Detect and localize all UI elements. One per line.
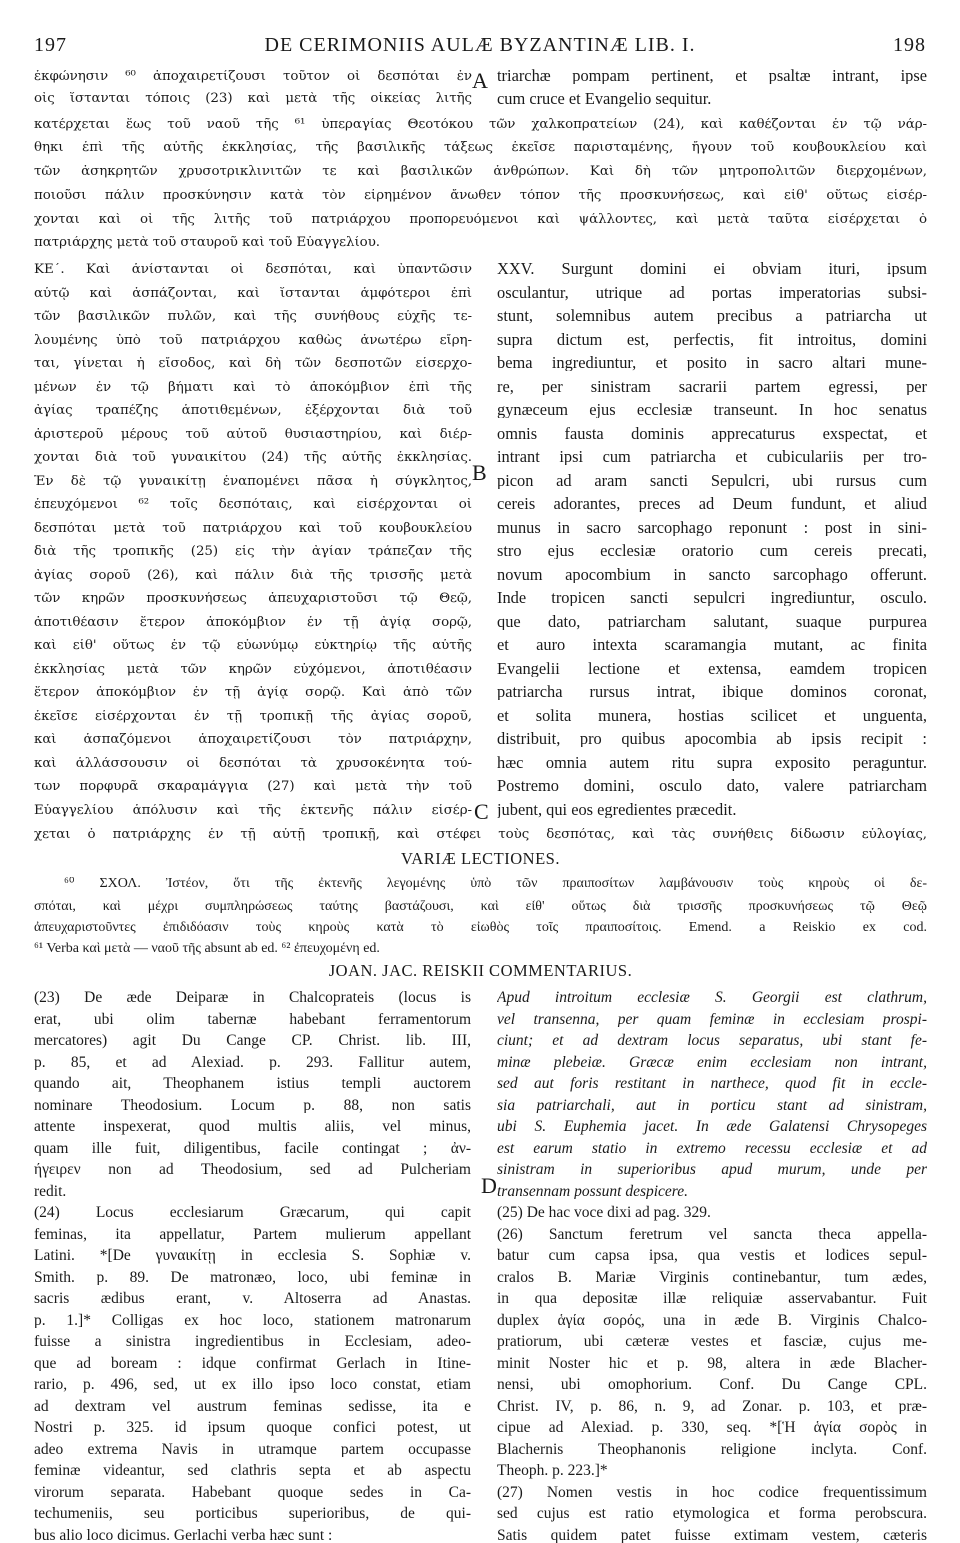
greek-column-line: χονται διὰ τοῦ γυναικίτου (24) τῆς αὐτῆς ἐκκλησίας. xyxy=(34,451,472,464)
latin-column-line: supra dictum est, perfectis, fit introitus, domini xyxy=(497,332,927,348)
commentary-right-line: minit Noster hic et p. 98, altera in æde Blacher- xyxy=(497,1356,927,1372)
greek-column-line: ἕτερον ἀποκόμβιον ἐν τῇ ἁγίᾳ σορῷ. Καὶ ἀπὸ τῶν xyxy=(34,686,472,699)
commentary-heading: JOAN. JAC. REISKII COMMENTARIUS. xyxy=(34,963,927,980)
greek-column-line: μένων ἐν τῷ βήματι καὶ τὸ ἀποκόμβιον ἐπὶ τῆς xyxy=(34,381,472,394)
commentary-right-line: batur cum capsa ipsa, qua vestis et lodices sepul- xyxy=(497,1248,927,1264)
commentary-left-line: ήγειρεν non ad Theodosium, sed ad Pulcheriam xyxy=(34,1162,471,1178)
commentary-right-line: nensi, ubi omophorium. Conf. Du Cange CPL. xyxy=(497,1377,927,1393)
commentary-right-line: cipue ad Alexiad. p. 330, seq. *[Ἡ ἁγία σορὸς in xyxy=(497,1420,927,1436)
greek-column-line: ἁγίας τραπέζης ἀποτιθεμένων, ἐξέρχονται διὰ τοῦ xyxy=(34,404,472,417)
latin-column-line: patriarcha rursus intrat, ibique dominos coronat, xyxy=(497,684,927,700)
commentary-left-line: redit. xyxy=(34,1184,471,1200)
latin-line: triarchæ pompam pertinent, et psaltæ intrant, ipse xyxy=(497,68,927,84)
commentary-left-line: p. 85, et ad Alexiad. p. 293. Fallitur autem, xyxy=(34,1055,471,1071)
commentary-right-line: sed cujus est ratio etymologica et forma perobscura. xyxy=(497,1506,927,1522)
commentary-left-line: Latini. *[De γυναικίτῃ in ecclesia S. Sophiæ v. xyxy=(34,1248,471,1264)
variae-lectiones-heading: VARIÆ LECTIONES. xyxy=(34,851,927,868)
latin-column-line: gynæceum ejus ecclesiæ transeunt. In hoc senatus xyxy=(497,402,927,418)
latin-column-line: jubent, qui eos egredientes præcedit. xyxy=(497,802,927,818)
commentary-right-line: duplex ἁγία σορός, una in æde B. Virginis Chalco- xyxy=(497,1313,927,1329)
latin-column-line: omnis fausta dominis apprecaturus exspectat, et xyxy=(497,426,927,442)
greek-column-line: τῶν κηρῶν προσκυνήσεως ἀπευχαριστοῦσι τῷ Θεῷ, xyxy=(34,592,472,605)
greek-line: τῶν ἀσηκρητῶν χρυσοτρικλινιτῶν τε καὶ βασιλικῶν ἀνθρώπων. Καὶ δὴ τῶν μητροπολιτῶν διερχομένων, xyxy=(34,165,927,178)
commentary-right-line: (26) Sanctum feretrum vel sancta theca appella- xyxy=(497,1227,927,1243)
commentary-left-line: nominare Theodosium. Locum p. 88, non satis xyxy=(34,1098,471,1114)
commentary-right-line: transennam possunt despicere. xyxy=(497,1184,927,1200)
latin-column-line: stro ejus ecclesiæ oratorio cum cereis precati, xyxy=(497,543,927,559)
latin-column-line: cereis adorantes, preces ad Deum fundunt, et aliud xyxy=(497,496,927,512)
latin-column-line: stunt, solemnibus autem precibus a patriarcha ut xyxy=(497,308,927,324)
commentary-right-line: in qua depositæ illæ reliquiæ asservabantur. Fuit xyxy=(497,1291,927,1307)
greek-column-line: αὐτῷ καὶ ἀσπάζονται, καὶ ἵστανται ἀμφότεροι ἐπὶ xyxy=(34,287,472,300)
greek-line: θηκι ἐπὶ τῆς αὐτῆς ἐκκλησίας, τῆς βασιλικῆς τάξεως ἐκεῖσε παρισταμένης, ἤγουν τοῦ κουβουκλείου καὶ xyxy=(34,141,927,154)
commentary-right-line: sed aut foris restitant in narthece, quod fit in eccle- xyxy=(497,1076,927,1092)
latin-column-line: et auro intexta scaramangia mutant, ac finita xyxy=(497,637,927,653)
latin-column-line: distribuit, pro quibus apocombia ab ipsis recipit : xyxy=(497,731,927,747)
margin-letter-d: D xyxy=(481,1175,497,1197)
commentary-left-line: attente inspexerat, quod multis aliis, vel minus, xyxy=(34,1119,471,1135)
commentary-right-line: cralos B. Mariæ Virginis continebantur, tum ædes, xyxy=(497,1270,927,1286)
commentary-right-line: Blachernis Theophanonis religione inclyta. Conf. xyxy=(497,1442,927,1458)
commentary-right-line: Christ. IV, p. 86, n. 9, ad Zonar. p. 103, et præ- xyxy=(497,1399,927,1415)
commentary-left-line: sacris ædibus erant, v. Altoserra ad Anastas. xyxy=(34,1291,471,1307)
running-title: DE CERIMONIIS AULÆ BYZANTINÆ LIB. I. xyxy=(34,34,926,57)
latin-column-line: Postremo domini, osculo dato, valere patriarcham xyxy=(497,778,927,794)
commentary-left-line: feminas, ita appellatur, Partem mulierum appellant xyxy=(34,1227,471,1243)
commentary-right-line: minæ plebeiæ. Græcæ enim ecclesiam non intrant, xyxy=(497,1055,927,1071)
commentary-right-line: pratiorum, ubi cæteræ vestes et fasciæ, cujus me- xyxy=(497,1334,927,1350)
commentary-right-line: est earum statio in extremo recessu ecclesiæ et ad xyxy=(497,1141,927,1157)
greek-column-line: Ἐν δὲ τῷ γυναικίτῃ ἐναπομένει πᾶσα ἡ σύγκλητος, xyxy=(34,475,472,488)
greek-line: πατριάρχης μετὰ τοῦ σταυροῦ καὶ τοῦ Εὐαγγελίου. xyxy=(34,236,927,249)
commentary-left-line: (24) Locus ecclesiarum Græcarum, qui capit xyxy=(34,1205,471,1221)
latin-column-line: osculantur, utrique ad portas imperatorias subsi- xyxy=(497,285,927,301)
commentary-left-line: feminæ videantur, sed clathris septa et ab aspectu xyxy=(34,1463,471,1479)
commentary-left-line: Smith. p. 89. De matronæo, loco, ubi feminæ in xyxy=(34,1270,471,1286)
greek-column-line: Εὐαγγελίου ἀπόλυσιν καὶ τῆς ἐκτενῆς πάλιν εἰσέρ- xyxy=(34,804,472,817)
commentary-right-line: (27) Nomen vestis in hoc codice frequentissimum xyxy=(497,1485,927,1501)
greek-line: ἐκφώνησιν ⁶⁰ ἀποχαιρετίζουσι τοῦτον οἱ δεσπόται ἐν xyxy=(34,70,472,83)
margin-letter-c: C xyxy=(474,801,489,823)
latin-line: cum cruce et Evangelio sequitur. xyxy=(497,91,927,107)
margin-letter-a: A xyxy=(472,70,488,92)
latin-column-line: Inde tropicen sancti sepulcri ingrediuntur, osculo. xyxy=(497,590,927,606)
greek-column-line: τῶν βασιλικῶν πυλῶν, καὶ τῆς συνήθους εὐχῆς τε- xyxy=(34,310,472,323)
greek-column-line: ἐπευχόμενοι ⁶² τοῖς δεσπόταις, καὶ εἰσέρχονται οἱ xyxy=(34,498,472,511)
commentary-right-line: Satis quidem patet fuisse extimam vestem, cæteris xyxy=(497,1528,927,1543)
greek-column-line: ἐκκλησίας μετὰ τῶν κηρῶν εὐχόμενοι, ἀποτιθέασιν xyxy=(34,663,472,676)
commentary-left-line: virorum separata. Habebant quoque sedes in Ca- xyxy=(34,1485,471,1501)
greek-column-line: λουμένης ὑπὸ τοῦ πατριάρχου καθὼς ἀνωτέρω εἴρη- xyxy=(34,334,472,347)
variant-reading-line: σπόται, καὶ μέχρι συμπληρώσεως ταύτης βαστάζουσι, καὶ εἶθ' οὕτως διὰ τρισσῆς προσκυνήσεως τῷ Θεῷ xyxy=(34,900,927,914)
commentary-left-line: p. 1.]* Colligas ex hoc loco, stationem matronarum xyxy=(34,1313,471,1329)
latin-column-line: et solita munera, hostias scilicet et unguenta, xyxy=(497,708,927,724)
variant-reading-line: ⁶⁰ ΣΧΟΛ. Ἰστέον, ὅτι τῆς ἐκτενῆς λεγομένης ὑπὸ τῶν πραιποσίτων λαμβάνουσιν τοὺς κηροὺς οἱ δε- xyxy=(64,877,927,891)
commentary-right-line: sia patriarchali, aut in porticu stant ad sinistram, xyxy=(497,1098,927,1114)
commentary-left-line: ad dextram vel austrum feminas sedisse, ita e xyxy=(34,1399,471,1415)
commentary-left-line: erat, ubi olim tabernæ habebant ferramentorum xyxy=(34,1012,471,1028)
running-header xyxy=(34,34,926,60)
commentary-left-line: que ad boream : idque confirmat Gerlach in Itine- xyxy=(34,1356,471,1372)
greek-column-line: ἀποτιθέασιν ἕτερον ἀποκόμβιον ἐν τῇ ἁγίᾳ σορῷ, xyxy=(34,616,472,629)
commentary-right-line: ciunt; et ad dextram locus separatus, ubi stant fe- xyxy=(497,1033,927,1049)
commentary-left-line: Nostri p. 325. id ipsum quoque confici potest, ut xyxy=(34,1420,471,1436)
latin-column-line: re, per sinistram sacrarii partem egressi, per xyxy=(497,379,927,395)
greek-line: οἷς ἵστανται τόποις (23) καὶ μετὰ τῆς οἰκείας λιτῆς xyxy=(34,92,472,105)
greek-line: χονται καὶ οἱ τῆς λιτῆς τοῦ πατριάρχου προπορευόμενοι καὶ ψάλλοντες, καὶ μετὰ ταῦτα εἰσέρχεται ὁ xyxy=(34,213,927,226)
margin-letter-b: B xyxy=(472,462,487,484)
greek-column-line: δεσπόται μετὰ τοῦ πατριάρχου καὶ τοῦ κουβουκλείου xyxy=(34,522,472,535)
greek-column-line: των πορφυρᾶ σκαραμάγγια (27) καὶ μετὰ τὴν τοῦ xyxy=(34,780,472,793)
commentary-left-line: bus alio loco dicimus. Gerlachi verba hæc sunt : xyxy=(34,1528,471,1543)
greek-column-line: ἀριστεροῦ μέρους τοῦ αὐτοῦ θυσιαστηρίου, καὶ διέρ- xyxy=(34,428,472,441)
greek-column-line: ἐκεῖσε εἰσέρχονται ἐν τῇ τροπικῇ τῆς ἁγίας σοροῦ, xyxy=(34,710,472,723)
latin-column-line: XXV. Surgunt domini ei obviam ituri, ipsum xyxy=(497,261,927,277)
greek-line: κατέρχεται ἕως τοῦ ναοῦ τῆς ⁶¹ ὑπεραγίας Θεοτόκου τῶν χαλκοπρατείων (24), καὶ καθέζονται ἐν τῷ νάρ- xyxy=(34,118,927,131)
commentary-right-line: (25) De hac voce dixi ad pag. 329. xyxy=(497,1205,927,1221)
commentary-right-line: Theoph. p. 223.]* xyxy=(497,1463,927,1479)
latin-column-line: hæc omnia autem ritu supra exposito peraguntur. xyxy=(497,755,927,771)
commentary-right-line: sinistram in superioribus apud murum, unde per xyxy=(497,1162,927,1178)
latin-column-line: que dato, patriarcham salutant, suaque purpurea xyxy=(497,614,927,630)
greek-column-line: ΚΕ΄. Καὶ ἀνίστανται οἱ δεσπόται, καὶ ὑπαντῶσιν xyxy=(34,263,472,276)
page-number-right: 198 xyxy=(893,34,926,57)
latin-column-line: picon ad aram sancti Sepulcri, ubi rursus cum xyxy=(497,473,927,489)
variant-reading-line: ἀπευχαριστοῦντες ἐπιδιδόασιν τοὺς κηροὺς κατὰ τὸ εἰωθὸς τοῖς πραιποσίτοις. Emend. a Reiskio ex cod. xyxy=(34,921,927,935)
greek-column-line: ἁγίας σοροῦ (26), καὶ πάλιν διὰ τῆς τρισσῆς μετὰ xyxy=(34,569,472,582)
greek-line: ποιοῦσι πάλιν προσκύνησιν κατὰ τὸν εἰρημένον ἄνωθεν τόπον τῆς προσκυνήσεως, καὶ εἶθ' οὕτως εἰσέρ- xyxy=(34,189,927,202)
greek-column-line: καὶ εἶθ' οὕτως ἐν τῷ εὐωνύμῳ εὐκτηρίῳ τῆς αὐτῆς xyxy=(34,639,472,652)
latin-column-line: novum apocombium in sancto sarcophago offerunt. xyxy=(497,567,927,583)
page-number-left: 197 xyxy=(34,34,67,57)
greek-column-line: καὶ ἀσπαζόμενοι ἀποχαιρετίζουσι τὸν πατριάρχην, xyxy=(34,733,472,746)
latin-column-line: Evangelii lectione et extensa, eamdem tropicen xyxy=(497,661,927,677)
greek-column-line: ται, γίνεται ἡ εἴσοδος, καὶ δὴ τῶν δεσποτῶν εἰσερχο- xyxy=(34,357,472,370)
greek-column-line: διὰ τῆς τροπικῆς (25) εἰς τὴν ἁγίαν τράπεζαν τῆς xyxy=(34,545,472,558)
commentary-right-line: Apud introitum ecclesiæ S. Georgii est clathrum, xyxy=(497,990,927,1006)
latin-column-line: munus in sacro sarcophago reponunt : post in sini- xyxy=(497,520,927,536)
variant-reading-line: ⁶¹ Verba καὶ μετὰ — ναοῦ τῆς absunt ab ed. ⁶² ἐπευχομένη ed. xyxy=(34,942,927,956)
greek-line: χεται ὁ πατριάρχης ἐν τῇ αὐτῇ τροπικῇ, καὶ στέφει τοὺς δεσπότας, καὶ τὰς συνήθεις δίδωσιν εὐλογίας, xyxy=(34,828,927,841)
commentary-left-line: rario, p. 496, sed, ut ex illo ipso loco constat, etiam xyxy=(34,1377,471,1393)
commentary-left-line: adeo extrema Navis in utramque partem occupasse xyxy=(34,1442,471,1458)
latin-column-line: bema ingrediuntur, et posito in sacro altari mune- xyxy=(497,355,927,371)
commentary-left-line: fuisse a sinistra ingredientibus in Ecclesiam, adeo- xyxy=(34,1334,471,1350)
greek-column-line: καὶ ἀλλάσσουσιν οἱ δεσπόται τὰ χρυσοκένητα τού- xyxy=(34,757,472,770)
commentary-left-line: quando ait, Theophanem istius templi auctorem xyxy=(34,1076,471,1092)
commentary-left-line: mercatores) agit Du Cange CP. Christ. lib. III, xyxy=(34,1033,471,1049)
latin-column-line: intrant ipsi cum patriarcha et cubiculariis per tro- xyxy=(497,449,927,465)
commentary-left-line: (23) De æde Deiparæ in Chalcoprateis (locus is xyxy=(34,990,471,1006)
commentary-right-line: vel transenna, per quam feminæ in ecclesiam prospi- xyxy=(497,1012,927,1028)
commentary-left-line: techumeniis, seu porticibus superioribus, de qui- xyxy=(34,1506,471,1522)
commentary-left-line: quam ille fuit, diligentibus, facile contingat ; ἀν- xyxy=(34,1141,471,1157)
commentary-right-line: ubi S. Euphemia jacet. In æde Galatensi Chrysopeges xyxy=(497,1119,927,1135)
